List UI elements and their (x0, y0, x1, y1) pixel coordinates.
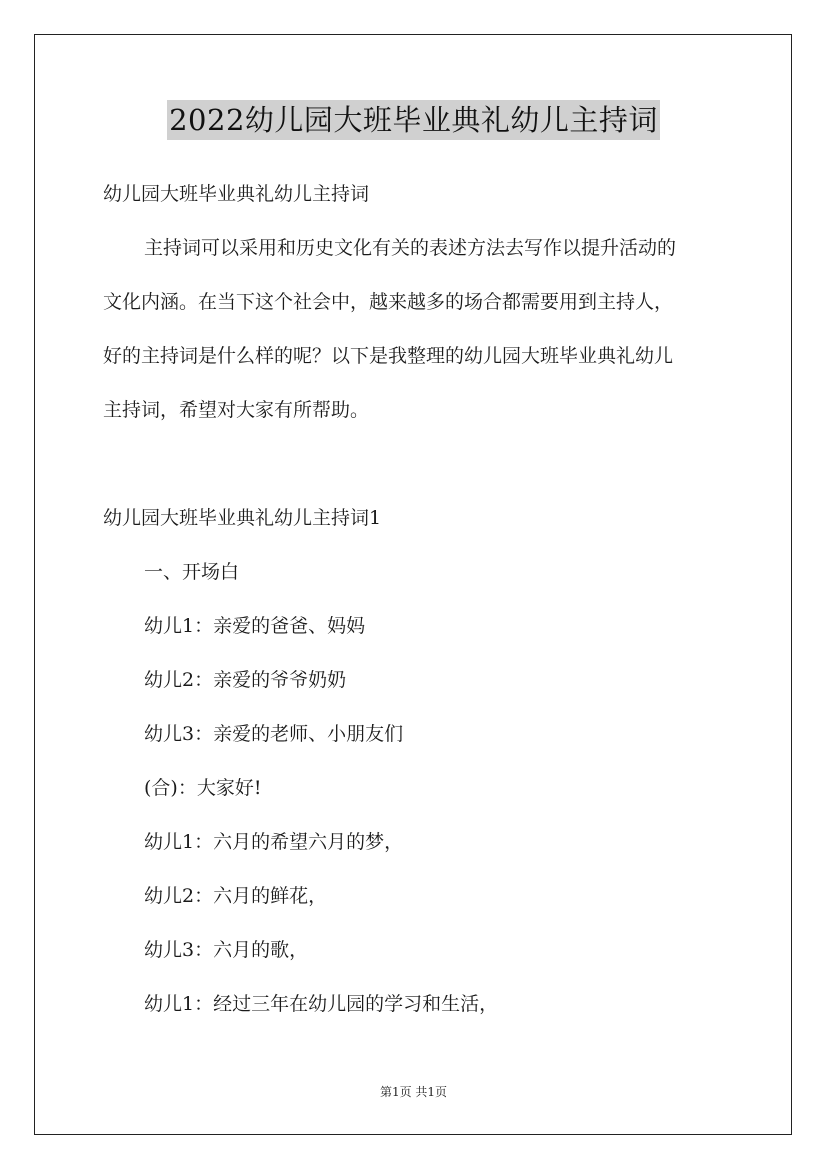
script-line: 幼儿1：六月的希望六月的梦， (144, 831, 404, 853)
intro-line: 主持词可以采用和历史文化有关的表述方法去写作以提升活动的 (144, 237, 677, 259)
script-line: 幼儿3：亲爱的老师、小朋友们 (144, 723, 404, 745)
document-subtitle: 幼儿园大班毕业典礼幼儿主持词 (103, 183, 370, 205)
script-line: 幼儿1：亲爱的爸爸、妈妈 (144, 615, 366, 637)
section-heading: 幼儿园大班毕业典礼幼儿主持词1 (103, 507, 382, 529)
intro-line: 好的主持词是什么样的呢？以下是我整理的幼儿园大班毕业典礼幼儿 (103, 345, 674, 367)
script-line: 幼儿3：六月的歌， (144, 939, 309, 961)
script-line: 幼儿2：亲爱的爷爷奶奶 (144, 669, 347, 691)
script-line: (合)：大家好! (144, 777, 262, 799)
intro-line: 文化内涵。在当下这个社会中，越来越多的场合都需要用到主持人， (103, 291, 674, 313)
script-line: 幼儿1：经过三年在幼儿园的学习和生活， (144, 993, 499, 1015)
script-line: 一、开场白 (144, 561, 240, 583)
document-title: 2022幼儿园大班毕业典礼幼儿主持词 (167, 100, 660, 140)
script-line: 幼儿2：六月的鲜花， (144, 885, 328, 907)
page-footer: 第1页 共1页 (379, 1085, 448, 1099)
intro-line: 主持词，希望对大家有所帮助。 (103, 399, 370, 421)
title-container (0, 100, 827, 140)
